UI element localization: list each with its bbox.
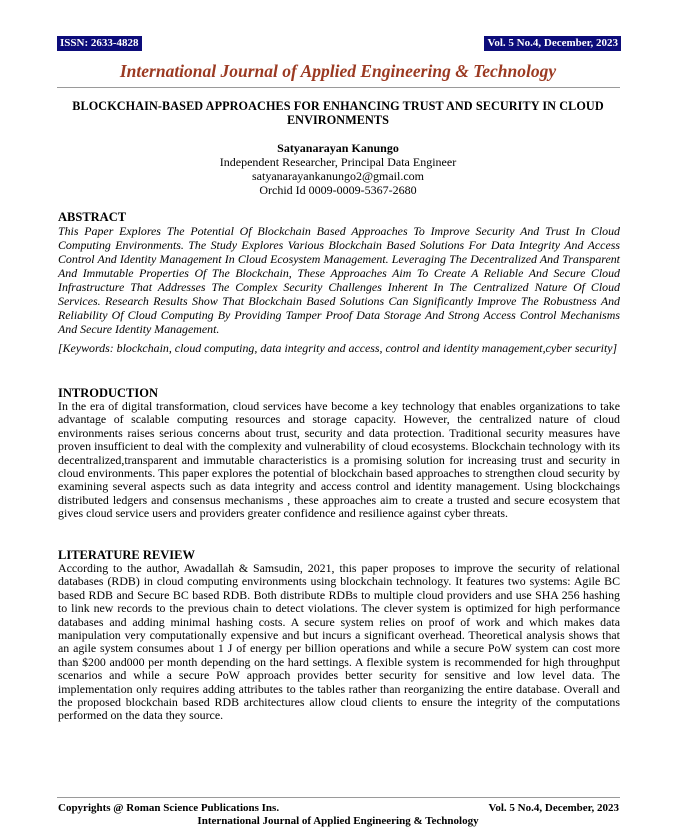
footer-journal: International Journal of Applied Engineering & Technology — [197, 815, 479, 827]
abstract-section — [58, 210, 620, 355]
author-block — [0, 141, 676, 197]
author-name: Satyanarayan Kanungo — [277, 141, 399, 155]
introduction-heading: INTRODUCTION — [58, 386, 159, 400]
header-divider — [57, 87, 620, 88]
paper-title: BLOCKCHAIN-BASED APPROACHES FOR ENHANCING TRUST AND SECURITY IN CLOUD ENVIRONMENTS — [72, 99, 604, 127]
footer-copyright: Copyrights @ Roman Science Publications Ins. — [58, 802, 280, 814]
keywords: [Keywords: blockchain, cloud computing, data integrity and access, control and identity management,cyber security] — [58, 341, 618, 355]
issn-badge: ISSN: 2633-4828 — [57, 36, 142, 51]
author-affiliation: Independent Researcher, Principal Data Engineer — [219, 155, 457, 169]
footer-volume: Vol. 5 No.4, December, 2023 — [488, 802, 619, 814]
journal-title: International Journal of Applied Engineering & Technology — [119, 61, 557, 81]
literature-review-section — [58, 548, 620, 723]
footer-divider — [57, 797, 620, 798]
author-email: satyanarayankanungo2@gmail.com — [252, 169, 424, 183]
abstract-text: This Paper Explores The Potential Of Blockchain Based Approaches To Improve Security And Trust In Cloud Computing Environments. The Study Explores Various Blockchain Based Solutions For Data Integrity And Access Control And Identity Management In Cloud Ecosystem Management. Leveraging The Decentralized And Transparent And Immutable Properties Of The Blockchain, These Approaches Aim To Create A Reliable And Secure Cloud Infrastructure That Addresses The Complex Security Challenges Inherent In The Centralized Nature Of Cloud Services. Research Results Show That Blockchain Based Solutions Can Significantly Improve The Robustness And Reliability Of Cloud Computing By Providing Tamper Proof Data Storage And Strong Access Control Mechanisms And Secure Identity Management. — [58, 224, 620, 336]
volume-badge: Vol. 5 No.4, December, 2023 — [484, 36, 621, 51]
introduction-text: In the era of digital transformation, cloud services have become a key technology that enables organizations to take advantage of scalable computing resources and storage capacity. However, the centralized nature of cloud environments raises serious concerns about trust, security and data protection. Traditional security measures have proven insufficient to deal with the complexity and vulnerability of cloud ecosystems. Blockchain technology with its decentralized,transparent and immutable characteristics is a promising solution for increasing trust and security in cloud environments. This paper explores the potential of blockchain based approaches to strengthen cloud security by examining several aspects such as data integrity and access control and identity management. Using blockchaings distributed ledgers and consensus mechanisms , these approaches aim to create a trusted and secure ecosystem that gives cloud service users and providers greater confidence and resilience against cyber threats. — [58, 399, 620, 521]
literature-review-heading: LITERATURE REVIEW — [58, 548, 195, 562]
abstract-heading: ABSTRACT — [58, 210, 127, 224]
literature-review-text: According to the author, Awadallah & Samsudin, 2021, this paper proposes to improve the security of relational databases (RDB) in cloud computing environments using blockchain technology. It features two systems: Agile BC based RDB and Secure BC based RDB. Both distribute RDBs to multiple cloud providers and use SHA 256 hashing to link new records to the previous chain to detect violations. The clever system is optimized for high performance databases and adding minimal hashing costs. A secure system relies on proof of work and which makes data manipulation very computationally expensive and but incurs a significant overhead. Theoretical analysis shows that an agile system consumes about 1 J of energy per billion operations and while a secure PoW system can cost more than $200 and000 per month depending on the hard settings. A flexible system is recommended for high throughput scenarios and while a secure PoW approach provides better security for sensitive and low level data. The implementation only requires adding attributes to the tables rather than reorganizing the entire database. Overall and the proposed blockchain based RDB architectures allow cloud clients to ensure the integrity of the computations performed on the data they source. — [58, 561, 620, 723]
introduction-section — [58, 386, 620, 521]
author-orcid: Orchid Id 0009-0009-5367-2680 — [259, 183, 417, 197]
